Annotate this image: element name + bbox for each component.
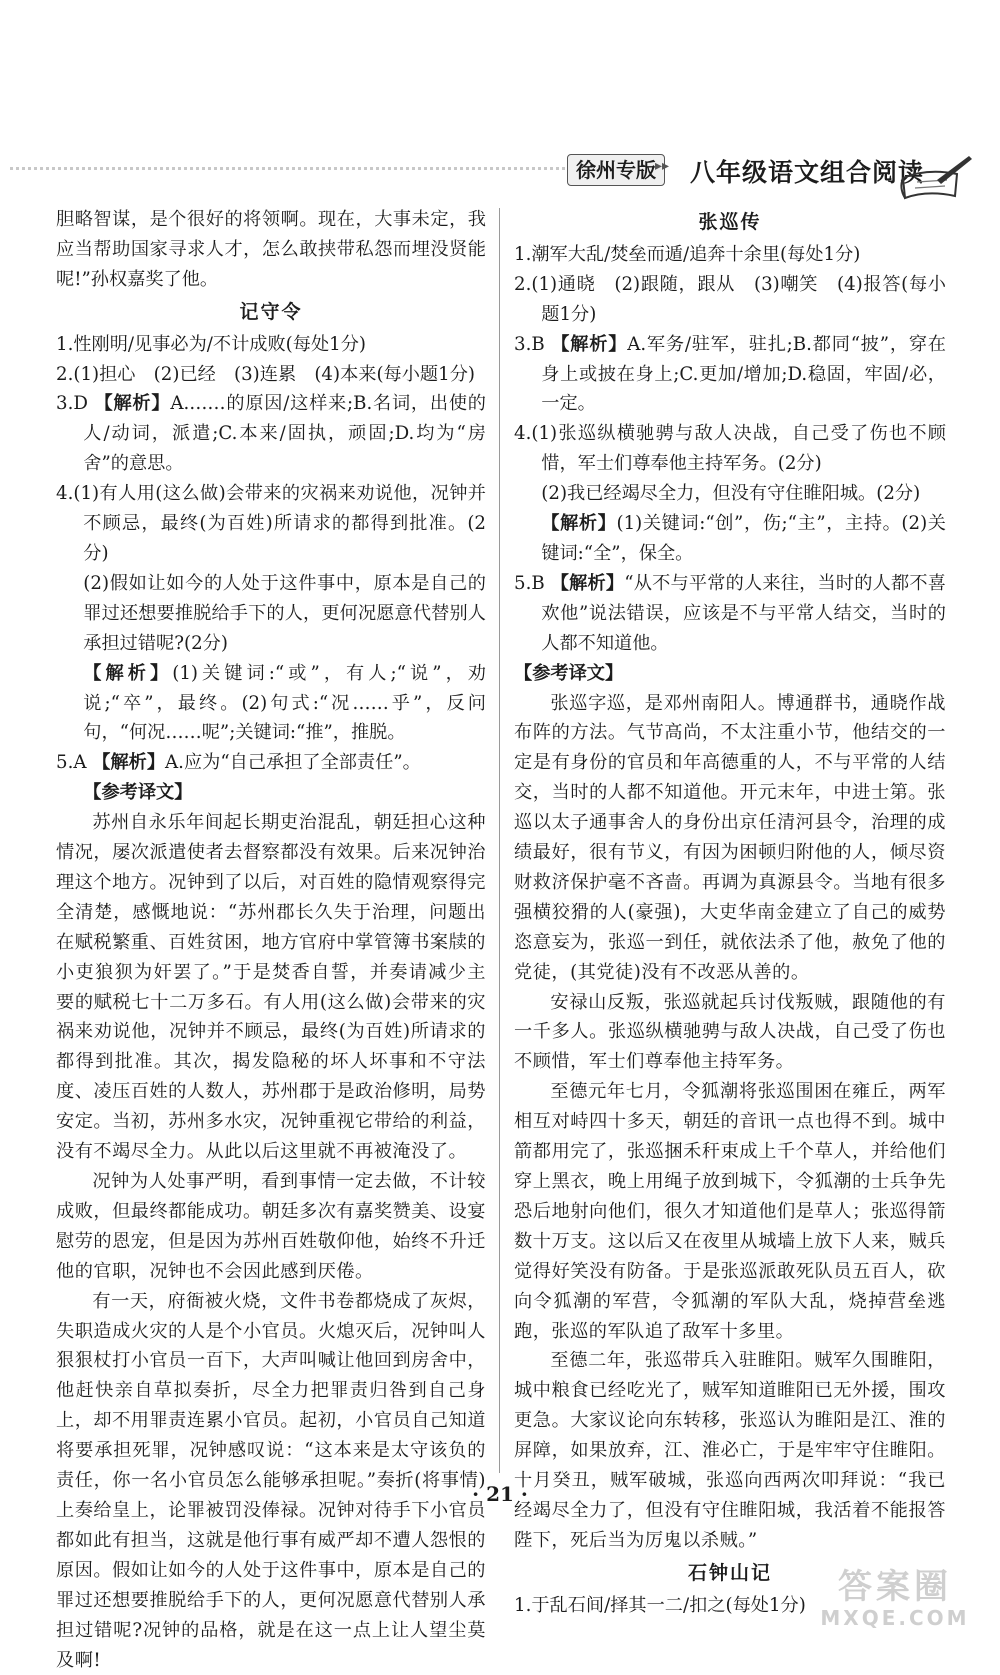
right-column [514, 205, 946, 1621]
answer-1: 1.于乱石间/择其一二/扣之(每处1分) [514, 1594, 806, 1616]
scroll-pen-icon [897, 150, 975, 210]
answer-3-prefix: 3.B [514, 333, 552, 355]
answer-3-text: A.……的原因/这样来;B.名词，出使的人/动词，派遣;C.本来/固执，顽固;D.均为“房舍”的意思。 [83, 393, 486, 475]
header-arrows: ▸▸ [655, 158, 670, 174]
answer-1: 1.性刚明/见事必为/不计成败(每处1分) [56, 333, 366, 355]
answer-5 [56, 748, 486, 778]
analysis-tag: 【解析】 [94, 393, 171, 415]
analysis-tag: 【解析】 [83, 662, 173, 684]
answer-3 [514, 330, 946, 420]
intro-paragraph: 胆略智谋，是个很好的将领啊。现在，大事未定，我应当帮助国家寻求人才，怎么敢挟带私怨而埋没贤能呢!”孙权嘉奖了他。 [56, 209, 486, 290]
answer-3-text: A.军务/驻军，驻扎;B.都同“披”，穿在身上或披在身上;C.更加/增加;D.稳固，牢固/必，一定。 [541, 333, 946, 415]
answer-5-text: “从不与平常的人来往，当时的人都不喜欢他”说法错误，应该是不与平常人结交，当时的人都不知道他。 [541, 572, 946, 654]
answer-5-text: A.应为“自己承担了全部责任”。 [165, 752, 421, 774]
book-title: 八年级语文组合阅读 [690, 158, 925, 187]
answer-4-2: (2)假如让如今的人处于这件事中，原本是自己的罪过还想要推脱给手下的人，更何况愿意代替别人承担过错呢?(2分) [83, 572, 486, 654]
section-title-shizhongshanji: 石钟山记 [687, 1561, 772, 1584]
answer-4-1: 4.(1)有人用(这么做)会带来的灾祸来劝说他，况钟并不顾忌，最终(为百姓)所请求的都得到批准。(2分) [56, 483, 486, 564]
answer-4-analysis-text: (1)关键词:“创”，伤;“主”，主持。(2)关键词:“全”，保全。 [541, 513, 946, 564]
section-title-zhangxunzhuan: 张巡传 [698, 211, 762, 233]
section-title-jishouling: 记守令 [239, 300, 303, 323]
answer-4-analysis-text: (1)关键词:“或”，有人;“说”，劝说;“卒”，最终。(2)句式:“况……乎”，反问句，“何况……呢”;关键词:“推”，推脱。 [83, 662, 486, 744]
answer-4-1: 4.(1)张巡纵横驰骋与敌人决战，自己受了伤也不顾惜，军士们尊奉他主持军务。(2分) [514, 423, 946, 475]
analysis-tag: 【解析】 [92, 752, 166, 774]
translation-paragraph: 苏州自永乐年间起长期吏治混乱，朝廷担心这种情况，屡次派遣使者去督察都没有效果。后来况钟治理这个地方。况钟到了以后，对百姓的隐情观察得完全清楚，感慨地说：“苏州郡长久失于治理，问题出在赋税繁重、百姓贫困，地方官府中掌管簿书案牍的小吏狼狈为奸罢了。”于是焚香自誓，并奏请减少主要的赋税七十二万多石。有人用(这么做)会带来的灾祸来劝说他，况钟并不顾忌，最终(为百姓)所请求的都得到批准。其次，揭发隐秘的坏人坏事和不守法度、凌压百姓的人数人，苏州郡于是政治修明，局势安定。当初，苏州多水灾，况钟重视它带给的利益，没有不竭尽全力。从此以后这里就不再被淹没了。 [56, 812, 486, 1163]
translation-paragraph: 有一天，府衙被火烧，文件书卷都烧成了灰烬，失职造成火灾的人是个小官员。火熄灭后，况钟叫人狠狠杖打小官员一百下，大声叫喊让他回到房舍中，他赶快亲自草拟奏折，尽全力把罪责归咎到自己身上，却不用罪责连累小官员。起初，小官员自己知道将要承担死罪，况钟感叹说：“这本来是太守该负的责任，你一名小官员怎么能够承担呢。”奏折(将事情)上奏给皇上，论罪被罚没俸禄。况钟对待手下小官员都如此有担当，这就是他行事有威严却不遭人怨恨的原因。假如让如今的人处于这件事中，原本是自己的罪过还想要推脱给手下的人，更何况愿意代替别人承担过错呢?况钟的品格，就是在这一点上让人望尘莫及啊! [56, 1290, 486, 1671]
watermark-logo [810, 1568, 980, 1638]
translation-paragraph: 况钟为人处事严明，看到事情一定去做，不计较成败，但最终都能成功。朝廷多次有嘉奖赞美、设宴慰劳的恩宠，但是因为苏州百姓敬仰他，始终不升迁他的官职，况钟也不会因此感到厌倦。 [56, 1171, 486, 1282]
page-number: · 21 · [472, 1482, 528, 1506]
page-header [0, 150, 1000, 200]
answer-3-prefix: 3.D [56, 393, 95, 415]
translation-label: 【参考译文】 [83, 782, 193, 804]
left-column [56, 205, 486, 1675]
translation-paragraph: 至德二年，张巡带兵入驻睢阳。贼军久围睢阳，城中粮食已经吃光了，贼军知道睢阳已无外援，围攻更急。大家议论向东转移，张巡认为睢阳是江、淮的屏障，如果放弃，江、淮必亡，于是牢牢守住睢阳。十月癸丑，贼军破城，张巡向西两次叩拜说：“我已经竭尽全力了，但没有守住睢阳城，我活着不能报答陛下，死后当为厉鬼以杀贼。” [514, 1350, 946, 1551]
answer-1: 1.潮军大乱/焚垒而遁/追奔十余里(每处1分) [514, 243, 861, 265]
analysis-tag: 【解析】 [550, 572, 625, 594]
answer-4-analysis [56, 659, 486, 749]
watermark-top: 答案圈 [838, 1567, 952, 1607]
translation-paragraph: 安禄山反叛，张巡就起兵讨伐叛贼，跟随他的有一千多人。张巡纵横驰骋与敌人决战，自己受了伤也不顾惜，军士们尊奉他主持军务。 [514, 991, 946, 1073]
answer-5 [514, 569, 946, 659]
answer-4-2: (2)我已经竭尽全力，但没有守住睢阳城。(2分) [541, 483, 921, 505]
column-divider [499, 208, 500, 1473]
analysis-tag: 【解析】 [551, 333, 628, 355]
answer-5-prefix: 5.B [514, 572, 551, 594]
translation-label: 【参考译文】 [514, 662, 624, 684]
answer-2: 2.(1)担心 (2)已经 (3)连累 (4)本来(每小题1分) [56, 363, 475, 385]
translation-paragraph: 至德元年七月，令狐潮将张巡围困在雍丘，两军相互对峙四十多天，朝廷的音讯一点也得不到。城中箭都用完了，张巡捆禾秆束成上千个草人，并给他们穿上黑衣，晚上用绳子放到城下，令狐潮的士兵争先恐后地射向他们，很久才知道他们是草人；张巡得箭数十万支。这以后又在夜里从城墙上放下人来，贼兵觉得好笑没有防备。于是张巡派敢死队员五百人，砍向令狐潮的军营，令狐潮的军队大乱，烧掉营垒逃跑，张巡的军队追了敌军十多里。 [514, 1081, 946, 1342]
header-dotted-rule [10, 167, 565, 170]
answer-3 [56, 389, 486, 479]
edition-badge: 徐州专版 [567, 154, 665, 186]
answer-4-analysis [514, 509, 946, 569]
answer-2: 2.(1)通晓 (2)跟随，跟从 (3)嘲笑 (4)报答(每小题1分) [514, 273, 946, 325]
watermark-bottom: MXQE.COM [820, 1606, 970, 1630]
analysis-tag: 【解析】 [541, 513, 617, 535]
answer-5-prefix: 5.A [56, 752, 93, 774]
translation-paragraph: 张巡字巡，是邓州南阳人。博通群书，通晓作战布阵的方法。气节高尚，不太注重小节，他结交的一定是有身份的官员和年高德重的人，不与平常的人结交，当时的人都不知道他。开元末年，中进士第。张巡以太子通事舍人的身份出京任清河县令，治理的成绩最好，很有节义，有因为困顿归附他的人，倾尽资财救济保护毫不吝啬。再调为真源县令。当地有很多强横狡猾的人(豪强)，大吏华南金建立了自己的威势恣意妄为，张巡一到任，就依法杀了他，赦免了他的党徒，(其党徒)没有不改恶从善的。 [514, 692, 946, 983]
